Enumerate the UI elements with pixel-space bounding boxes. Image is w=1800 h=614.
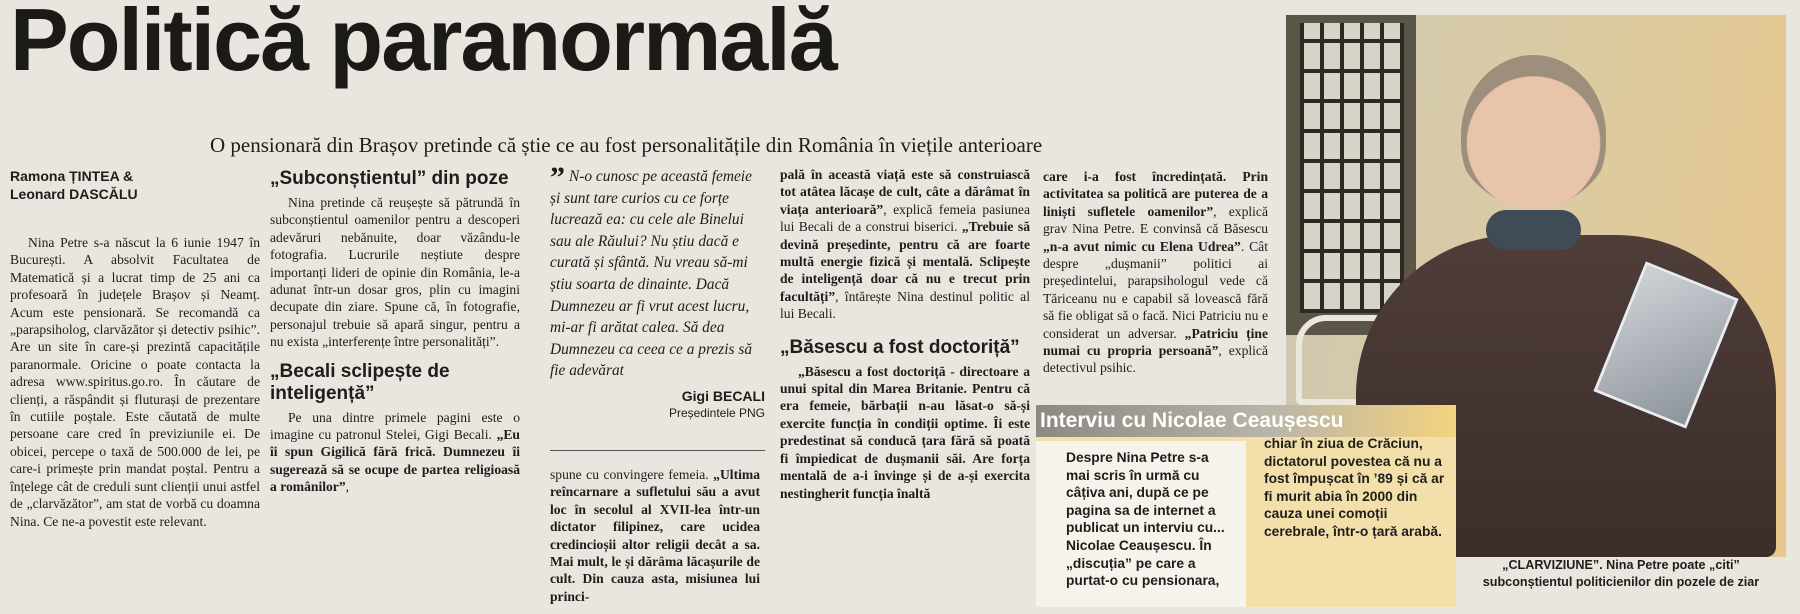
photo-caption <box>1456 557 1786 591</box>
column-3 <box>550 466 760 605</box>
pull-quote-text-block <box>550 161 765 382</box>
col5-p1-bold-c: „Patriciu ține numai cu propria persoană” <box>1043 325 1268 359</box>
quote-role: Președintele PNG <box>668 406 765 421</box>
pull-quote-text: N-o cunosc pe această femeie și sunt tare curios cu ce forțe lucrează ea: cu cele ale Binelui sau ale Răului? Nu știu dacă e curată și sfântă. Nu vreau să-mi știu soarta de dinainte. Dacă Dumnezeu ar fi vrut acest lucru, mi-ar fi arătat calea. Să dea Dumnezeu ca ceea ce a prezis să fie adevărat <box>550 168 753 380</box>
door-window-grid <box>1300 23 1404 313</box>
column-5 <box>1043 168 1268 377</box>
byline-author-2: Leonard DASCĂLU <box>10 186 138 202</box>
col3-p1-bold: „Ultima reîncarnare a sufletului său a avut loc în secolul al XVII-lea într-un dictator filipinez, care ucidea credincioșii altor religii decât a sa. Mai mult, le și dărâma lăcașurile de cult. Din cauza asta, misiunea lui princi- <box>550 467 760 604</box>
subhead-basescu: „Băsescu a fost doctoriță” <box>780 336 1020 358</box>
column-2 <box>270 168 520 496</box>
interview-title: Interviu cu Nicolae Ceaușescu <box>1036 405 1456 437</box>
interview-box <box>1036 405 1456 607</box>
standfirst: O pensionară din Brașov pretinde că știe ce au fost personalitățile din România în viețile anterioare <box>210 133 1043 157</box>
column-1 <box>10 234 260 530</box>
byline <box>10 167 260 203</box>
photo-person-collar <box>1486 210 1581 250</box>
col3-p1-plain: spune cu convingere femeia. <box>550 467 714 482</box>
col2-p2-end: , <box>345 479 350 495</box>
col4-p1-bold-a: pală în această viață este să construiască tot atâtea lăcașe de cult, câte a dărâmat în viața anterioară” <box>780 167 1030 217</box>
photo-person-head <box>1461 55 1606 215</box>
col3-paragraph <box>550 466 760 605</box>
quote-author: Gigi BECALI <box>681 387 765 404</box>
caption-text: Nina Petre poate „citi” subconștientul politicienilor din pozele de ziar <box>1482 558 1760 589</box>
quote-mark-icon: ” <box>550 161 565 194</box>
col2-p2-bold: „Eu îi spun Gigilică fără frică. Dumnezeu îi sugerează să se ocupe de partea religioasă a românilor” <box>270 427 520 495</box>
subhead-subconstientul: „Subconștientul” din poze <box>270 168 509 189</box>
subhead-becali: „Becali sclipește de inteligență” <box>270 360 450 404</box>
col2-paragraph-1: Nina pretinde că reușește să pătrundă în subconștientul oamenilor pentru a descoperi adevăruri nebănuite, doar văzându-le fotografia. Lucrurile neștiute despre importanți lideri de opinie din România, le-a adunat într-un dosar gros, plin cu imagini decupate din ziare. Spune că, în fotografie, personajul trebuie să apară singur, pentru a nu exista „interferențe între personalități”. <box>270 195 520 350</box>
quote-divider <box>550 450 765 451</box>
interview-text-left: Despre Nina Petre s-a mai scris în urmă cu câțiva ani, după ce pe pagina sa de internet a publicat un interviu cu... Nicolae Ceaușescu. În „discuția” pe care a purtat-o cu pensionara, <box>1036 441 1246 607</box>
col5-p1-bold-a: care i-a fost încredințată. Prin activitatea sa politică are puterea de a liniști sufletele oamenilor” <box>1043 169 1268 219</box>
col4-p1-plain-a: , explică femeia pasiunea lui Becali de a construi biserici. <box>780 201 1030 235</box>
col5-paragraph <box>1043 168 1268 377</box>
col1-paragraph: Nina Petre s-a născut la 6 iunie 1947 în București. A absolvit Facultatea de Matematică și a lucrat timp de 25 ani ca profesoară în județele Brașov și Neamț. Acum este pensionară. Se recomandă ca „parapsiholog, clarvăzător și detectiv psihic”. Are un site în care-și prezintă capacitățile paranormale. Oricine o poate contacta la adresa www.spiritus.go.ro. În căutare de clienți, a răspândit și fluturași de prezentare în cutiile poștale. Este căutată de multe persoane care cred în previziunile ei. De obicei, percepe o taxă de 500.000 de lei, pe care-i primește prin mandat poștal. Pentru a înțelege cât de creduli sunt clienții unui astfel de „clarvăzător”, am stat de vorbă cu doamna Nina. Ce ne-a povestit este relevant. <box>10 235 260 529</box>
col5-p1-plain-a: , explică grav Nina Petre. E convinsă că Băsescu <box>1043 203 1268 237</box>
caption-title: „CLARVIZIUNE”. <box>1502 558 1603 572</box>
byline-author-1: Ramona ȚINTEA & <box>10 168 134 184</box>
col5-p1-plain-b: . Cât despre „dușmanii” politici ai președintelui, parapsihologul vede că Tăriceanu nu e capabil să lovească fără să fie obligat să o facă. Nici Patriciu nu e considerat un adversar. <box>1043 238 1268 341</box>
col4-p1-plain-b: , întărește Nina destinul politic al lui Becali. <box>780 288 1030 322</box>
interview-text-right: chiar în ziua de Crăciun, dictatorul povestea că nu a fost împușcat în ’89 și că ar fi murit abia în 2000 din cauza unei comoții cerebrale, într-o țară arabă. <box>1264 436 1445 539</box>
pull-quote <box>550 161 765 423</box>
col5-p1-bold-b: „n-a avut nimic cu Elena Udrea” <box>1043 238 1241 254</box>
col4-p1-bold-b: „Trebuie să devină președinte, pentru că are foarte multă energie fizică și mentală. Sclipește de inteligență doar că nu e trecut prin facultăți” <box>780 219 1031 304</box>
col2-p2-plain: Pe una dintre primele pagini este o imagine cu patronul Stelei, Gigi Becali. <box>270 409 520 443</box>
col4-paragraph-2 <box>780 363 1030 502</box>
col4-p2-bold: „Băsescu a fost doctoriță - directoare a unui spital din Marea Britanie. Pentru că era femeie, bărbații n-au lăsat-o să-și exercite funcția în condiții optime. Îi este predestinat să conducă țara fără să poată fi împiedicat de dușmanii săi. Are forța mentală de a-i învinge și de a-și exercita nestingherit funcția înaltă <box>780 363 1030 501</box>
col2-paragraph-2 <box>270 409 520 496</box>
col4-paragraph-1 <box>780 166 1030 323</box>
headline: Politică paranormală <box>10 0 836 89</box>
col5-p1-plain-c: , explică detectivul psihic. <box>1043 343 1268 376</box>
column-4 <box>780 166 1030 502</box>
